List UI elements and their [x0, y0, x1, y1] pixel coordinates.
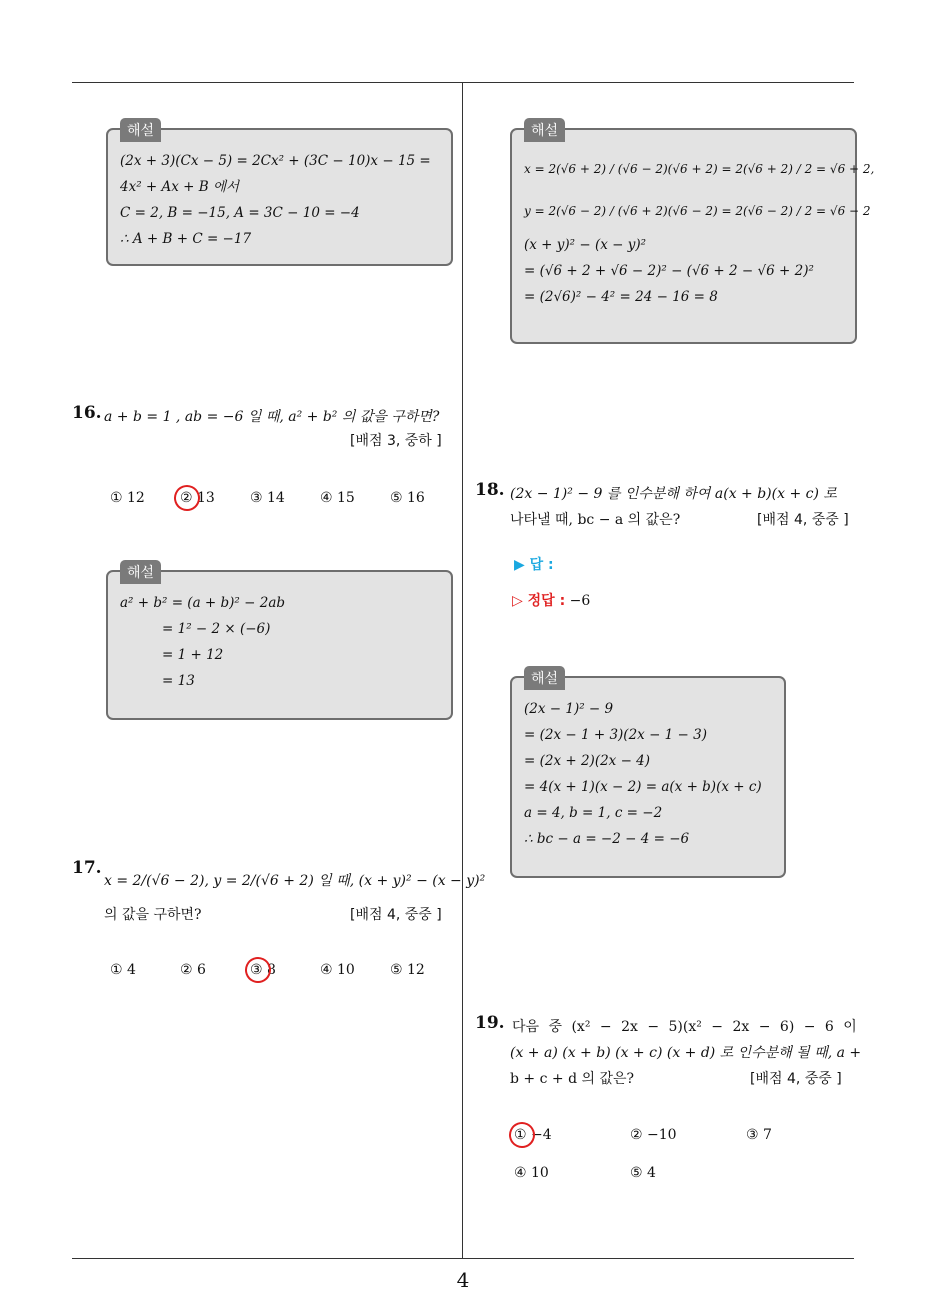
option-3[interactable]: ③ 14 [250, 490, 285, 506]
solution-tab: 해설 [120, 560, 161, 584]
solution-line: C = 2, B = −15, A = 3C − 10 = −4 [120, 205, 360, 221]
question-number-16: 16. [72, 403, 102, 423]
question-number-18: 18. [475, 480, 505, 500]
question-meta-16: [배점 3, 중하 ] [350, 433, 442, 449]
solution-tab: 해설 [120, 118, 161, 142]
correct-answer-value: −6 [569, 593, 591, 609]
option-2[interactable]: ② −10 [630, 1127, 677, 1143]
question-meta-19: [배점 4, 중중 ] [750, 1071, 842, 1087]
solution-line: ∴ bc − a = −2 − 4 = −6 [524, 831, 690, 847]
solution-line: = 4(x + 1)(x − 2) = a(x + b)(x + c) [524, 779, 762, 795]
option-4[interactable]: ④ 15 [320, 490, 355, 506]
correct-answer-row [512, 590, 590, 610]
solution-tab: 해설 [524, 118, 565, 142]
question-text-19-line3: b + c + d 의 값은? [510, 1071, 635, 1087]
question-text-17-line2: 의 값을 구하면? [104, 907, 202, 923]
solution-line: ∴ A + B + C = −17 [120, 231, 252, 247]
solution-line: = (2x − 1 + 3)(2x − 1 − 3) [524, 727, 708, 743]
option-3[interactable]: ③ 7 [746, 1127, 772, 1143]
column-divider [462, 82, 463, 1258]
question-number-19: 19. [475, 1013, 505, 1033]
solution-line: (2x − 1)² − 9 [524, 701, 614, 717]
question-meta-17: [배점 4, 중중 ] [350, 907, 442, 923]
solution-line: = 1 + 12 [162, 647, 224, 663]
option-4[interactable]: ④ 10 [514, 1165, 549, 1181]
answer-circle-mark [170, 481, 203, 514]
option-5[interactable]: ⑤ 16 [390, 490, 425, 506]
option-2[interactable]: ② 6 [180, 962, 206, 978]
solution-line: y = 2(√6 − 2) / (√6 + 2)(√6 − 2) = 2(√6 − 2) / 2 = √6 − 2 [524, 204, 871, 218]
question-text-19: 다음 중 (x² − 2x − 5)(x² − 2x − 6) − 6 이 [512, 1019, 857, 1035]
question-text-19-line2: (x + a) (x + b) (x + c) (x + d) 로 인수분해 될 때, a + [510, 1045, 862, 1061]
solution-line: a = 4, b = 1, c = −2 [524, 805, 663, 821]
correct-answer-label: ▷ 정답 : [512, 593, 566, 609]
solution-line: (x + y)² − (x − y)² [524, 237, 647, 253]
question-text-16: a + b = 1 , ab = −6 일 때, a² + b² 의 값을 구하면? [104, 409, 440, 425]
question-text-17: x = 2/(√6 − 2), y = 2/(√6 + 2) 일 때, (x + y)² − (x − y)² [104, 873, 486, 889]
solution-box-15 [106, 123, 453, 266]
question-text-18: (2x − 1)² − 9 를 인수분해 하여 a(x + b)(x + c) 로 [510, 486, 837, 502]
solution-line: = (2√6)² − 4² = 24 − 16 = 8 [524, 289, 718, 305]
option-5[interactable]: ⑤ 12 [390, 962, 425, 978]
solution-line: = 1² − 2 × (−6) [162, 621, 271, 637]
solution-line: 4x² + Ax + B 에서 [120, 179, 240, 195]
option-1[interactable]: ① 12 [110, 490, 145, 506]
solution-box-17 [510, 123, 875, 344]
solution-line: (2x + 3)(Cx − 5) = 2Cx² + (3C − 10)x − 15 = [120, 153, 431, 169]
answer-label: ▶ 답 : [514, 557, 554, 573]
question-meta-18: [배점 4, 중중 ] [757, 512, 849, 528]
option-4[interactable]: ④ 10 [320, 962, 355, 978]
solution-line: = (2x + 2)(2x − 4) [524, 753, 651, 769]
option-2[interactable]: ② 13 [180, 490, 215, 506]
solution-tab: 해설 [524, 666, 565, 690]
option-3[interactable]: ③ 8 [250, 962, 276, 978]
option-1[interactable]: ① −4 [514, 1127, 552, 1143]
solution-line: = 13 [162, 673, 195, 689]
solution-box-18 [510, 671, 786, 878]
solution-line: a² + b² = (a + b)² − 2ab [120, 595, 286, 611]
footer-rule [72, 1258, 854, 1259]
question-number-17: 17. [72, 858, 102, 878]
question-text-18-line2: 나타낼 때, bc − a 의 값은? [510, 512, 681, 528]
header-rule [72, 82, 854, 83]
answer-circle-mark [241, 953, 274, 986]
page-number: 4 [456, 1268, 470, 1292]
option-5[interactable]: ⑤ 4 [630, 1165, 656, 1181]
solution-line: = (√6 + 2 + √6 − 2)² − (√6 + 2 − √6 + 2)² [524, 263, 814, 279]
solution-line: x = 2(√6 + 2) / (√6 − 2)(√6 + 2) = 2(√6 + 2) / 2 = √6 + 2, [524, 162, 875, 176]
solution-box-16 [106, 565, 453, 720]
answer-circle-mark [505, 1118, 538, 1151]
option-1[interactable]: ① 4 [110, 962, 136, 978]
